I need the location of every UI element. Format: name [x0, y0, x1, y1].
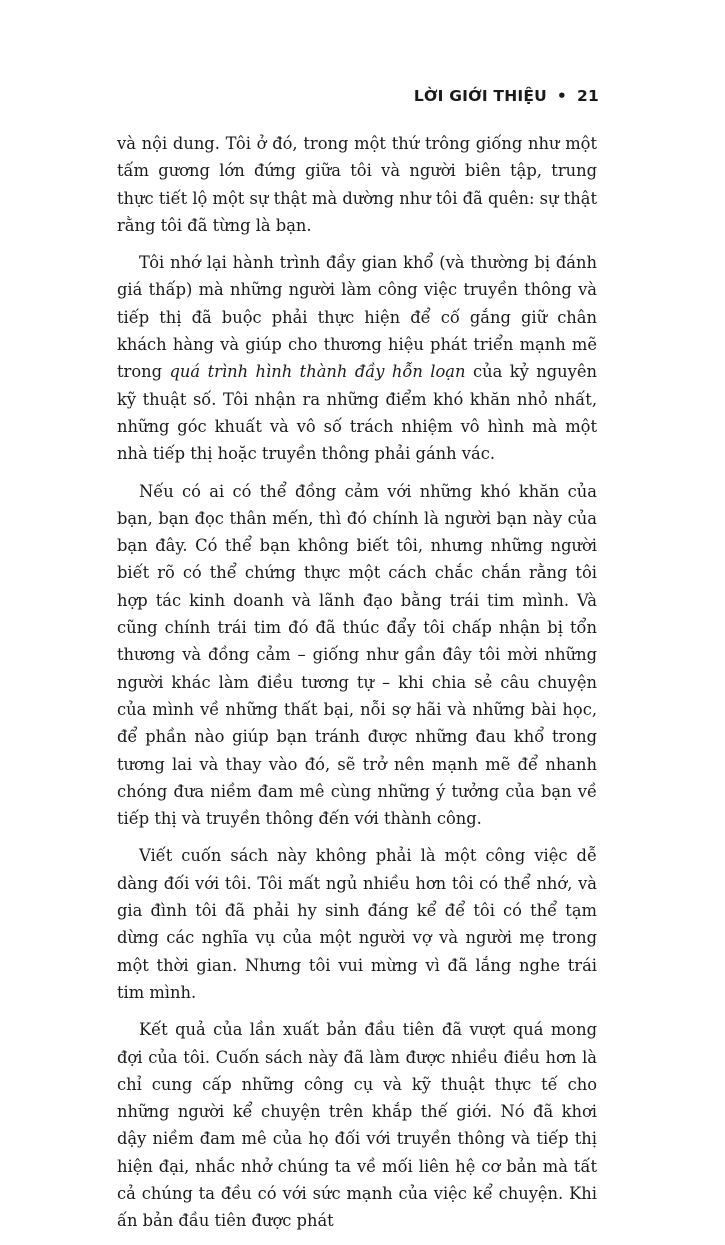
paragraph-5: Kết quả của lần xuất bản đầu tiên đã vượt quá mong đợi của tôi. Cuốn sách này đã làm được nhiều điều hơn là chỉ cung cấp những công cụ và kỹ thuật thực tế cho những người kể chuyện trên khắp thế giới. Nó đã khơi dậy niềm đam mê của họ đối với truyền thông và tiếp thị hiện đại, nhắc nhở chúng ta về mối liên hệ cơ bản mà tất cả chúng ta đều có với sức mạnh của việc kể chuyện. Khi ấn bản đầu tiên được phát [117, 1020, 597, 1231]
paragraph-2-italic: quá trình hình thành đầy hỗn loạn [169, 362, 466, 382]
paragraph-2 [117, 249, 597, 467]
paragraph-4: Viết cuốn sách này không phải là một công việc dễ dàng đối với tôi. Tôi mất ngủ nhiều hơn tôi có thể nhớ, và gia đình tôi đã phải hy sinh đáng kể để tôi có thể tạm dừng các nghĩa vụ của một người vợ và người mẹ trong một thời gian. Nhưng tôi vui mừng vì đã lắng nghe trái tim mình. [117, 846, 597, 1002]
paragraph-2-text-a: Tôi nhớ lại hành trình đầy gian khổ (và thường bị đánh giá thấp) mà những người làm công việc truyền thông và tiếp thị đã buộc phải thực hiện để cố gắng giữ chân khách hàng và giúp cho thương hiệu phát triển mạnh mẽ trong [117, 253, 597, 382]
page-number: 21 [577, 87, 599, 105]
section-title: LỜI GIỚI THIỆU [413, 87, 547, 105]
body-text [117, 130, 597, 1245]
paragraph-1: và nội dung. Tôi ở đó, trong một thứ trông giống như một tấm gương lớn đứng giữa tôi và người biên tập, trung thực tiết lộ một sự thật mà dường như tôi đã quên: sự thật rằng tôi đã từng là bạn. [117, 134, 597, 235]
header-separator: • [556, 87, 568, 105]
paragraph-3: Nếu có ai có thể đồng cảm với những khó khăn của bạn, bạn đọc thân mến, thì đó chính là người bạn này của bạn đây. Có thể bạn không biết tôi, nhưng những người biết rõ có thể chứng thực một cách chắc chắn rằng tôi hợp tác kinh doanh và lãnh đạo bằng trái tim mình. Và cũng chính trái tim đó đã thúc đẩy tôi chấp nhận bị tổn thương và đồng cảm – giống như gần đây tôi mời những người khác làm điều tương tự – khi chia sẻ câu chuyện của mình về những thất bại, nỗi sợ hãi và những bài học, để phần nào giúp bạn tránh được những đau khổ trong tương lai và thay vào đó, sẽ trở nên mạnh mẽ để nhanh chóng đưa niềm đam mê cùng những ý tưởng của bạn về tiếp thị và truyền thông đến với thành công. [117, 481, 597, 829]
running-header [414, 87, 599, 105]
paragraph-2-text-b: của kỷ nguyên kỹ thuật số. Tôi nhận ra những điểm khó khăn nhỏ nhất, những góc khuất và vô số trách nhiệm vô hình mà một nhà tiếp thị hoặc truyền thông phải gánh vác. [117, 362, 597, 464]
